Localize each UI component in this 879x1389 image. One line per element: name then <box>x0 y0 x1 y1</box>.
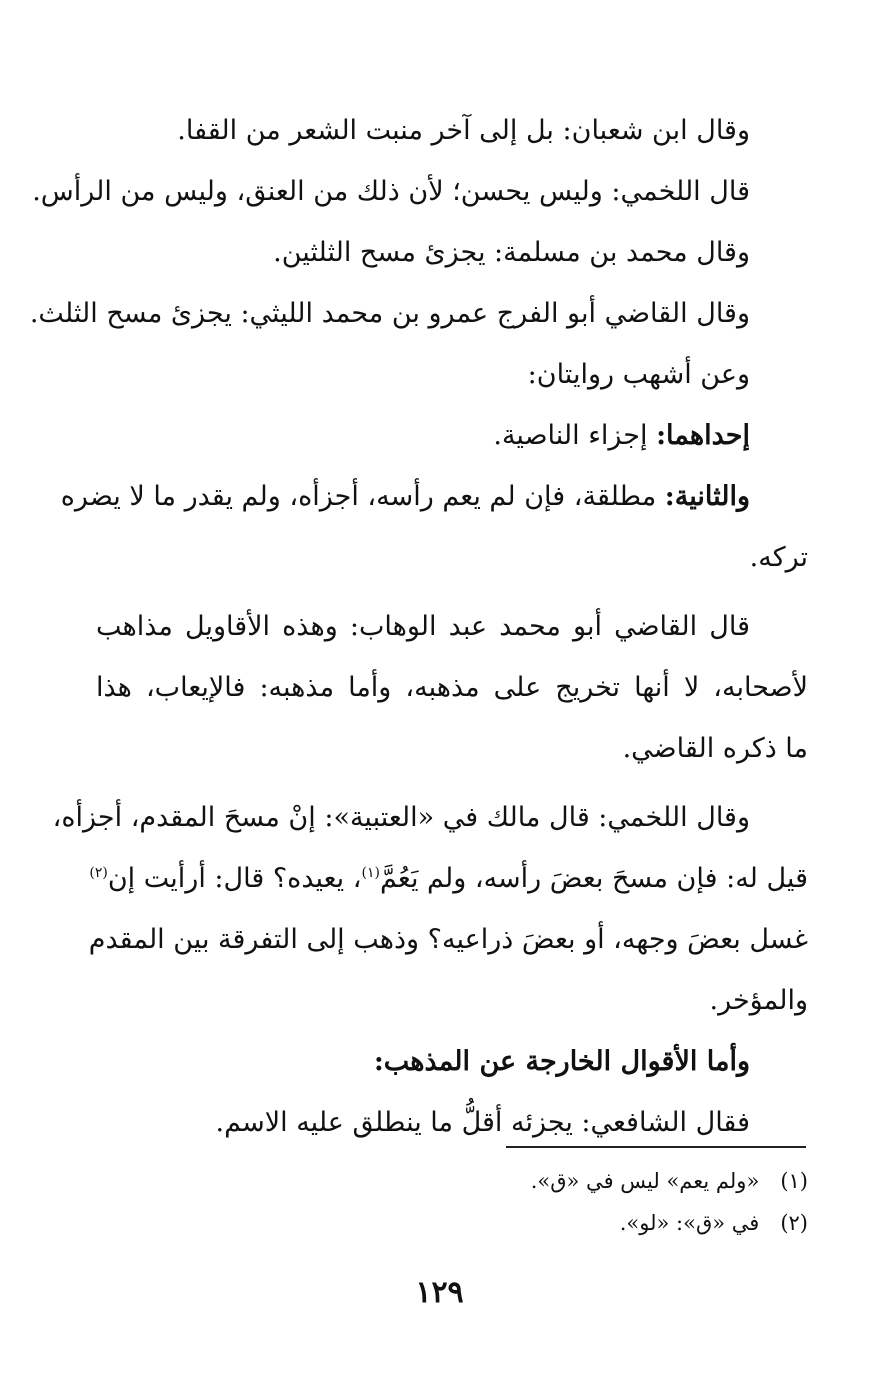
footnote-separator <box>506 1146 806 1148</box>
text-segment: قيل له: فإن مسحَ بعضَ رأسه، ولم يَعُمَّ <box>379 863 808 894</box>
footnote-mark: (٢) <box>89 865 108 881</box>
text-line: غسل بعضَ وجهه، أو بعضَ ذراعيه؟ وذهب إلى التفرقة بين المقدم <box>88 924 808 955</box>
text-line <box>89 848 808 909</box>
text-line: والمؤخر. <box>709 985 808 1016</box>
page-number: ١٢٩ <box>415 1275 464 1310</box>
footnote <box>300 1160 808 1202</box>
text-line <box>60 466 808 527</box>
text-line: ما ذكره القاضي. <box>622 733 808 764</box>
text-line: وقال محمد بن مسلمة: يجزئ مسح الثلثين. <box>273 237 750 268</box>
text-line: قال القاضي أبو محمد عبد الوهاب: وهذه الأقاويل مذاهب <box>96 611 750 642</box>
footnote-number: (٢) <box>780 1211 808 1235</box>
text-line: وقال ابن شعبان: بل إلى آخر منبت الشعر من القفا. <box>177 115 750 146</box>
first-narration-text: إجزاء الناصية. <box>493 420 648 451</box>
footnote-number: (١) <box>780 1169 808 1193</box>
footnotes <box>300 1160 808 1244</box>
main-text <box>29 100 808 1153</box>
text-line: وقال القاضي أبو الفرج عمرو بن محمد الليثي: يجزئ مسح الثلث. <box>29 298 750 329</box>
footnote-text: «ولم يعم» ليس في «ق». <box>530 1169 760 1193</box>
second-narration-label: والثانية: <box>664 481 750 512</box>
text-line: لأصحابه، لا أنها تخريج على مذهبه، وأما مذهبه: فالإيعاب، هذا <box>96 672 808 703</box>
text-line: وعن أشهب روايتان: <box>527 359 750 390</box>
text-line: قال اللخمي: وليس يحسن؛ لأن ذلك من العنق، وليس من الرأس. <box>32 176 750 207</box>
second-narration-text: مطلقة، فإن لم يعم رأسه، أجزأه، ولم يقدر ما لا يضره <box>60 481 657 512</box>
text-line: فقال الشافعي: يجزئه أقلُّ ما ينطلق عليه الاسم. <box>215 1107 750 1138</box>
footnote-text: في «ق»: «لو». <box>619 1211 760 1235</box>
first-narration-label: إحداهما: <box>656 420 750 451</box>
section-heading: وأما الأقوال الخارجة عن المذهب: <box>373 1046 750 1077</box>
footnote-mark: (١) <box>361 865 380 881</box>
footnote <box>300 1202 808 1244</box>
text-line: تركه. <box>749 542 808 573</box>
text-line: وقال اللخمي: قال مالك في «العتبية»: إنْ مسحَ المقدم، أجزأه، <box>52 802 750 833</box>
text-line <box>96 405 808 466</box>
text-segment: ، يعيده؟ قال: أرأيت إن <box>107 863 362 894</box>
